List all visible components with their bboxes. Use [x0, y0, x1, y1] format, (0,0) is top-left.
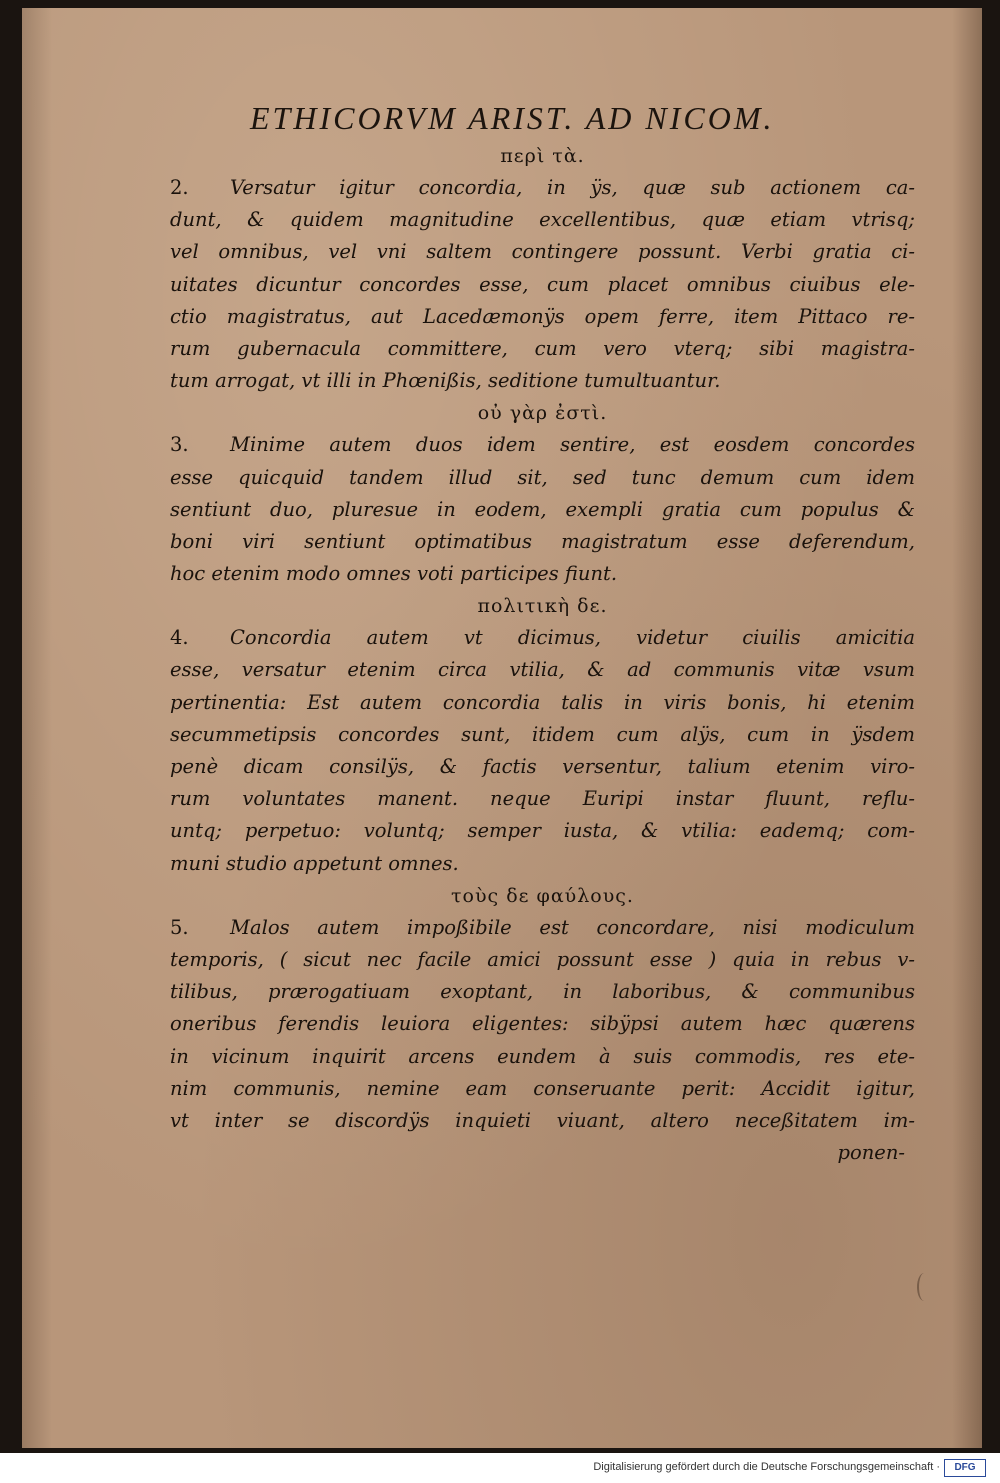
paragraph-number: 3.	[170, 433, 189, 457]
catchword: ponen-	[837, 1141, 905, 1165]
page-body	[170, 140, 915, 1169]
text-line: sentiunt duo, pluresue in eodem, exempli gratia cum populus &	[170, 497, 915, 521]
greek-lemma: τοὺς δε φαύλους.	[451, 884, 634, 907]
text-line: untq; perpetuo: voluntq; semper iusta, & vtilia: eademq; com-	[170, 819, 915, 843]
greek-lemma: πολιτικὴ δε.	[477, 595, 608, 618]
text-line: boni viri sentiunt optimatibus magistratum esse deferendum,	[170, 529, 915, 553]
text-line: pertinentia: Est autem concordia talis in viris bonis, hi etenim	[170, 690, 915, 714]
greek-lemma: οὐ γὰρ ἐστὶ.	[477, 402, 608, 425]
text-line: temporis, ( sicut nec facile amici possunt esse ) quia in rebus v-	[170, 947, 915, 971]
text-line: vt inter se discordÿs inquieti viuant, altero neceßitatem im-	[170, 1108, 915, 1132]
text-line: 3. Minime autem duos idem sentire, est eosdem concordes	[170, 429, 915, 461]
text-line: muni studio appetunt omnes.	[170, 851, 459, 875]
text-line: 5. Malos autem impoßibile est concordare, nisi modiculum	[170, 912, 915, 944]
text-line: 4. Concordia autem vt dicimus, videtur ciuilis amicitia	[170, 622, 915, 654]
paragraph-number: 5.	[170, 915, 189, 939]
digitization-footer	[0, 1453, 1000, 1483]
text-line: esse, versatur etenim circa vtilia, & ad communis vitæ vsum	[170, 658, 915, 682]
text-line: dunt, & quidem magnitudine excellentibus, quæ etiam vtrisq;	[170, 208, 915, 232]
text-line: tum arrogat, vt illi in Phœnißis, seditione tumultuantur.	[170, 369, 721, 393]
funding-credit: Digitalisierung gefördert durch die Deutsche Forschungsgemeinschaft ·	[593, 1461, 940, 1473]
text-line: secummetipsis concordes sunt, itidem cum alÿs, cum in ÿsdem	[170, 722, 915, 746]
text-line: rum voluntates manent. neque Euripi instar fluunt, reflu-	[170, 787, 915, 811]
text-line: nim communis, nemine eam conseruante perit: Accidit igitur,	[170, 1076, 915, 1100]
paragraph-number: 4.	[170, 626, 189, 650]
dfg-logo[interactable]: DFG	[944, 1459, 986, 1477]
text-line: 2. Versatur igitur concordia, in ÿs, quæ sub actionem ca-	[170, 172, 915, 204]
text-line: rum gubernacula committere, cum vero vterq; sibi magistra-	[170, 336, 915, 360]
text-line: penè dicam consilÿs, & factis versentur, talium etenim viro-	[170, 755, 915, 778]
text-line: tilibus, prærogatiuam exoptant, in laboribus, & communibus	[170, 980, 915, 1004]
text-line: hoc etenim modo omnes voti participes fiunt.	[170, 562, 618, 586]
paragraph-number: 2.	[170, 176, 189, 199]
text-line: in vicinum inquirit arcens eundem à suis commodis, res ete-	[170, 1044, 915, 1068]
text-line: oneribus ferendis leuiora eligentes: sibÿpsi autem hæc quærens	[170, 1012, 915, 1036]
greek-lemma: περὶ τὰ.	[500, 145, 585, 167]
text-line: vel omnibus, vel vni saltem contingere possunt. Verbi gratia ci-	[170, 240, 915, 264]
text-line: esse quicquid tandem illud sit, sed tunc demum cum idem	[170, 465, 915, 489]
text-line: uitates dicuntur concordes esse, cum placet omnibus ciuibus ele-	[170, 272, 915, 296]
ink-mark	[917, 1273, 931, 1301]
text-line: ctio magistratus, aut Lacedæmonÿs opem ferre, item Pittaco re-	[170, 304, 915, 328]
running-head: ETHICORVM ARIST. AD NICOM.	[250, 100, 775, 136]
